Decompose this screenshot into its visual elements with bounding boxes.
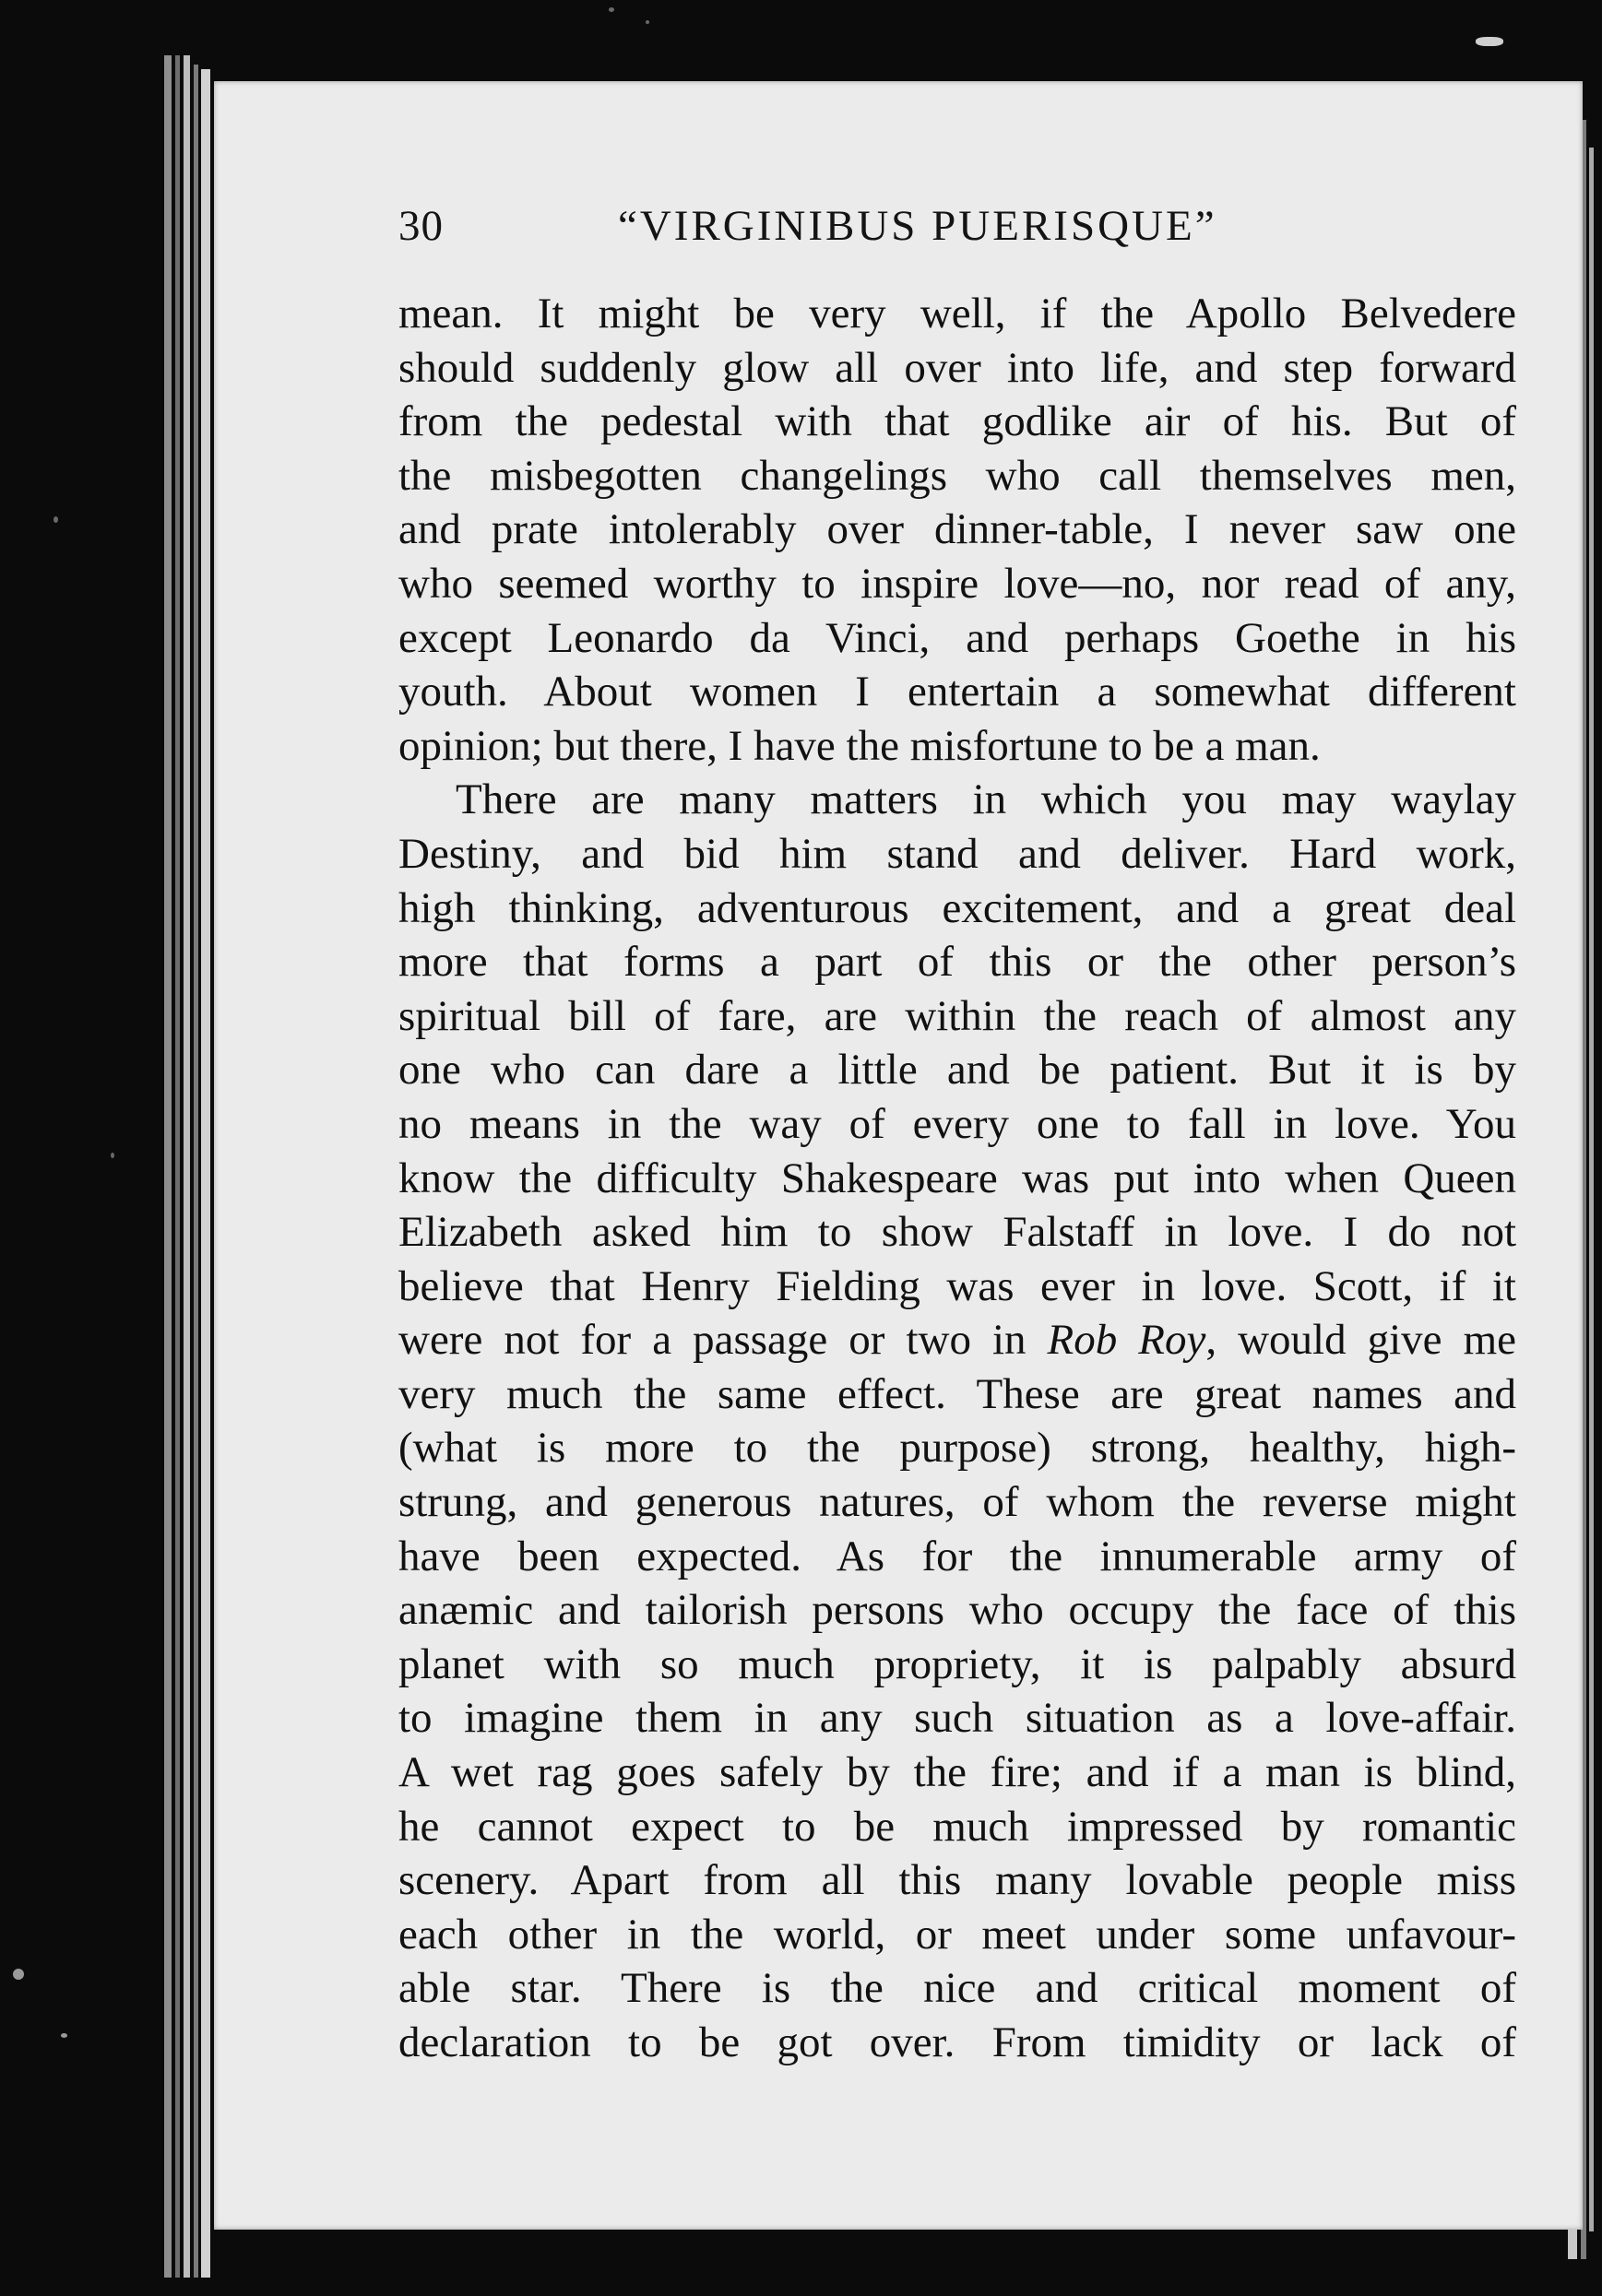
running-head: “VIRGINIBUS PUERISQUE” bbox=[618, 202, 1217, 250]
page-number: 30 bbox=[398, 202, 444, 250]
text-line: he cannot expect to be much impressed by romantic bbox=[398, 1802, 1516, 1851]
scan-speck bbox=[13, 1969, 24, 1980]
text-line: opinion; but there, I have the misfortune to be a man. bbox=[398, 721, 1321, 770]
text-line: believe that Henry Fielding was ever in love. Scott, if it bbox=[398, 1261, 1516, 1310]
text-line: from the pedestal with that godlike air of his. But of bbox=[398, 397, 1516, 446]
text-line: and prate intolerably over dinner-table, I never saw one bbox=[398, 505, 1516, 554]
text-line: know the difficulty Shakespeare was put into when Queen bbox=[398, 1154, 1516, 1202]
text-line: each other in the world, or meet under some unfavour- bbox=[398, 1910, 1516, 1959]
text-fragment: were not for a passage or two in bbox=[398, 1316, 1048, 1365]
text-line: spiritual bill of fare, are within the reach of almost any bbox=[398, 991, 1516, 1040]
text-line bbox=[398, 1313, 1516, 1367]
text-line: the misbegotten changelings who call themselves men, bbox=[398, 451, 1516, 500]
text-line: should suddenly glow all over into life, and step forward bbox=[398, 343, 1516, 392]
text-line: scenery. Apart from all this many lovable people miss bbox=[398, 1856, 1516, 1905]
page-edge bbox=[201, 69, 210, 2278]
scan-speck bbox=[609, 7, 614, 12]
text-line: high thinking, adventurous excitement, and a great deal bbox=[398, 883, 1516, 932]
page-edge bbox=[1589, 148, 1594, 2231]
scan-speck bbox=[646, 20, 649, 24]
text-line: more that forms a part of this or the other person’s bbox=[398, 938, 1516, 987]
text-line: one who can dare a little and be patient. But it is by bbox=[398, 1046, 1516, 1095]
scan-speck bbox=[61, 2033, 67, 2038]
book-title-italic: Rob Roy bbox=[1047, 1316, 1206, 1365]
text-line: A wet rag goes safely by the fire; and if a man is blind, bbox=[398, 1748, 1516, 1797]
body-text bbox=[398, 287, 1516, 2070]
text-line: Elizabeth asked him to show Falstaff in love. I do not bbox=[398, 1208, 1516, 1257]
text-line: who seemed worthy to inspire love—no, nor read of any, bbox=[398, 559, 1516, 608]
text-line: mean. It might be very well, if the Apollo Belvedere bbox=[398, 290, 1516, 337]
text-line: There are many matters in which you may waylay bbox=[456, 775, 1516, 824]
text-line: to imagine them in any such situation as a love-affair. bbox=[398, 1694, 1516, 1743]
text-line: no means in the way of every one to fall in love. You bbox=[398, 1099, 1516, 1148]
text-fragment: , would give me bbox=[1205, 1316, 1516, 1365]
text-line: declaration to be got over. From timidity or lack of bbox=[398, 2018, 1516, 2066]
text-line: able star. There is the nice and critical moment of bbox=[398, 1964, 1516, 2013]
text-line: Destiny, and bid him stand and deliver. Hard work, bbox=[398, 829, 1516, 878]
page-edge bbox=[164, 55, 172, 2278]
text-line: (what is more to the purpose) strong, healthy, high- bbox=[398, 1424, 1516, 1473]
text-line: have been expected. As for the innumerable army of bbox=[398, 1532, 1516, 1580]
page-header bbox=[398, 201, 1514, 275]
page-edge bbox=[175, 55, 180, 2278]
page-edge bbox=[194, 65, 198, 2278]
text-line: very much the same effect. These are great names and bbox=[398, 1369, 1516, 1418]
scan-speck bbox=[111, 1153, 114, 1158]
scan-speck bbox=[53, 516, 58, 523]
text-line: anæmic and tailorish persons who occupy the face of this bbox=[398, 1586, 1516, 1635]
text-line: youth. About women I entertain a somewhat different bbox=[398, 668, 1516, 716]
text-line: strung, and generous natures, of whom the reverse might bbox=[398, 1478, 1516, 1527]
scan-speck bbox=[1476, 37, 1503, 46]
text-line: except Leonardo da Vinci, and perhaps Goethe in his bbox=[398, 613, 1516, 662]
text-line: planet with so much propriety, it is palpably absurd bbox=[398, 1639, 1516, 1688]
page-edge bbox=[184, 55, 190, 2278]
